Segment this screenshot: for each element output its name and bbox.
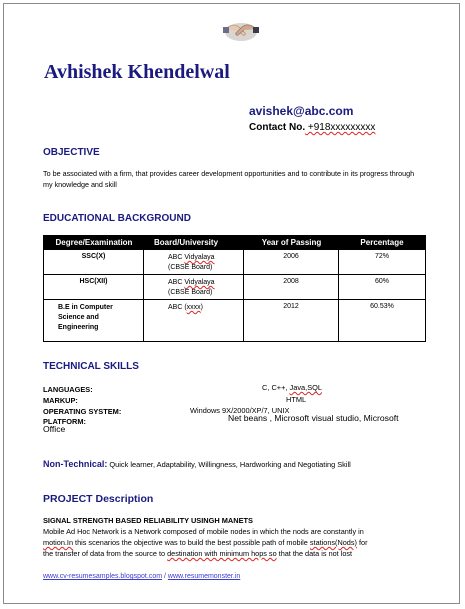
platform-label: PLATFORM:: [43, 417, 86, 426]
objective-heading: OBJECTIVE: [43, 147, 100, 158]
languages-value: C, C++, Java,SQL: [262, 383, 322, 392]
column-header: Year of Passing: [261, 238, 322, 247]
table-row: [44, 274, 425, 299]
table-row: [44, 249, 425, 274]
year-cell: 2012: [244, 300, 339, 341]
degree-cell: HSC(XII): [44, 275, 144, 299]
board-cell: ABC Vidyalaya (CBSE Board): [144, 275, 244, 299]
board-cell: ABC (xxxx): [144, 300, 244, 341]
os-value: Windows 9X/2000/XP/7, UNIX: [190, 406, 290, 415]
table-row: [44, 299, 425, 341]
education-table: [43, 235, 426, 342]
footer-separator: /: [162, 573, 168, 580]
percentage-cell: 60%: [374, 278, 389, 285]
percentage-cell: 60.53%: [370, 303, 394, 310]
board-cell: ABC Vidyalaya (CBSE Board): [144, 250, 244, 274]
footer-link[interactable]: www.resumemonster.in: [167, 573, 241, 580]
contact-value: +918xxxxxxxxx: [305, 122, 376, 133]
education-table-header: [44, 236, 425, 249]
column-header: Degree/Examination: [55, 238, 133, 247]
platform-value-continued: Office: [43, 424, 66, 434]
project-title: SIGNAL STRENGTH BASED RELIABILITY USINGH MANETS: [43, 516, 253, 525]
column-header: Board/University: [154, 237, 219, 247]
handshake-icon: [223, 12, 259, 48]
project-heading: PROJECT Description: [43, 493, 154, 505]
markup-label: MARKUP:: [43, 396, 78, 405]
year-cell: 2008: [244, 275, 339, 299]
project-description-line: Mobile Ad Hoc Network is a Network composed of mobile nodes in which the nods are constantly in: [43, 527, 364, 536]
skills-heading: TECHNICAL SKILLS: [43, 361, 139, 372]
degree-cell: SSC(X): [44, 250, 144, 274]
project-description-line: the transfer of data from the source to destination with minimum hops so that the data is not lost: [43, 549, 353, 558]
year-cell: 2006: [244, 250, 339, 274]
objective-text: To be associated with a firm, that provides career development opportunities and to contribute in its progress through my knowledge and skill: [43, 169, 415, 189]
platform-value: Net beans , Microsoft visual studio, Microsoft: [228, 413, 399, 423]
project-description-line: motion.In this scenarios the objective was to build the best possible path of mobile stations(Nods) for: [43, 538, 368, 547]
non-technical-skills: [43, 459, 351, 469]
languages-label: LANGUAGES:: [43, 385, 93, 394]
column-header: Percentage: [360, 238, 404, 247]
contact-number: [249, 122, 375, 133]
candidate-name: Avhishek Khendelwal: [44, 61, 230, 83]
education-heading: EDUCATIONAL BACKGROUND: [43, 213, 191, 224]
contact-label: Contact No.: [249, 122, 306, 133]
non-technical-text: Quick learner, Adaptability, Willingness, Hardworking and Negotiating Skill: [107, 460, 351, 469]
percentage-cell: 72%: [374, 253, 389, 260]
resume-page: [3, 3, 460, 604]
non-technical-label: Non-Technical:: [43, 459, 108, 469]
os-label: OPERATING SYSTEM:: [43, 407, 122, 416]
degree-cell: B.E in Computer Science and Engineering: [44, 300, 144, 341]
footer-link[interactable]: www.cv-resumesamples.blogspot.com: [43, 573, 163, 580]
markup-value: HTML: [286, 395, 307, 404]
footer-links: [43, 573, 240, 580]
email-address[interactable]: avishek@abc.com: [249, 104, 354, 118]
